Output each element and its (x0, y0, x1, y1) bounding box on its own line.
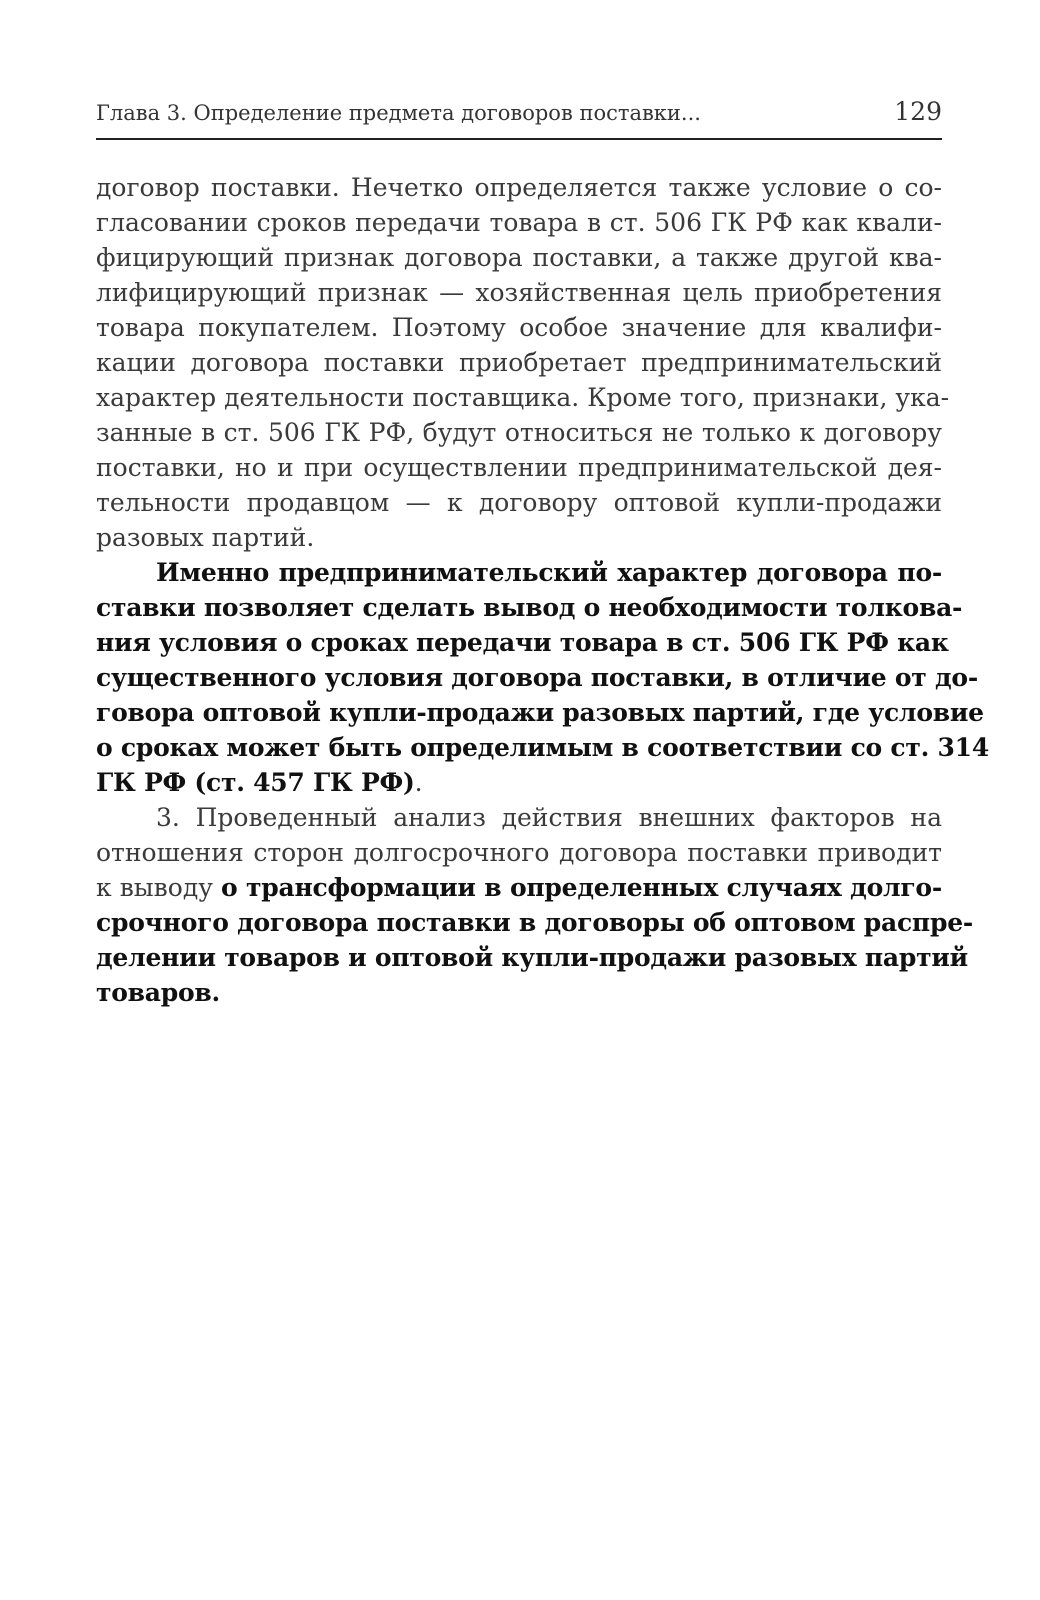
text-line: существенного условия договора поставки, в отличие от до- (96, 663, 978, 692)
text-line: говора оптовой купли-продажи разовых партий, где условие (96, 698, 984, 727)
text-line: ния условия о сроках передачи товара в ст. 506 ГК РФ как (96, 628, 949, 657)
text-line: отношения сторон долгосрочного договора поставки приводит (96, 838, 942, 867)
page-body (96, 170, 989, 1010)
text-line: гласовании сроков передачи товара в ст. 506 ГК РФ как квали- (96, 208, 942, 237)
text-line: делении товаров и оптовой купли-продажи разовых партий (96, 943, 968, 972)
regular-text: к выводу (96, 873, 222, 902)
text-line: лифицирующий признак — хозяйственная цель приобретения (96, 278, 942, 307)
period: . (414, 768, 423, 797)
text-line: Именно предпринимательский характер договора по- (156, 558, 942, 587)
running-header (96, 98, 942, 140)
text-line: тельности продавцом — к договору оптовой купли-продажи (96, 488, 942, 517)
text-line: ставки позволяет сделать вывод о необходимости толкова- (96, 593, 963, 622)
bold-text: ГК РФ (ст. 457 ГК РФ) (96, 768, 415, 797)
text-line: о сроках может быть определимым в соответствии со ст. 314 (96, 733, 989, 762)
chapter-title: Глава 3. Определение предмета договоров поставки... (96, 101, 701, 125)
paragraph-3 (96, 800, 973, 1010)
bold-text: о трансформации в определенных случаях долго- (221, 873, 942, 902)
text-line (96, 870, 942, 905)
text-line: договор поставки. Нечетко определяется также условие о со- (96, 173, 942, 202)
text-line: характер деятельности поставщика. Кроме того, признаки, ука- (96, 383, 950, 412)
page-number: 129 (894, 97, 942, 126)
text-line: 3. Проведенный анализ действия внешних факторов на (156, 803, 942, 832)
text-line (96, 765, 942, 800)
text-line: поставки, но и при осуществлении предпринимательской дея- (96, 453, 942, 482)
paragraph-1 (96, 170, 950, 555)
paragraph-2-bold (96, 555, 989, 800)
text-line: срочного договора поставки в договоры об оптовом распре- (96, 908, 973, 937)
text-line: товаров. (96, 978, 220, 1007)
text-line: фицирующий признак договора поставки, а также другой ква- (96, 243, 942, 272)
text-line: товара покупателем. Поэтому особое значение для квалифи- (96, 313, 942, 342)
text-line: кации договора поставки приобретает предпринимательский (96, 348, 942, 377)
text-line: разовых партий. (96, 523, 315, 552)
text-line: занные в ст. 506 ГК РФ, будут относиться не только к договору (96, 418, 942, 447)
